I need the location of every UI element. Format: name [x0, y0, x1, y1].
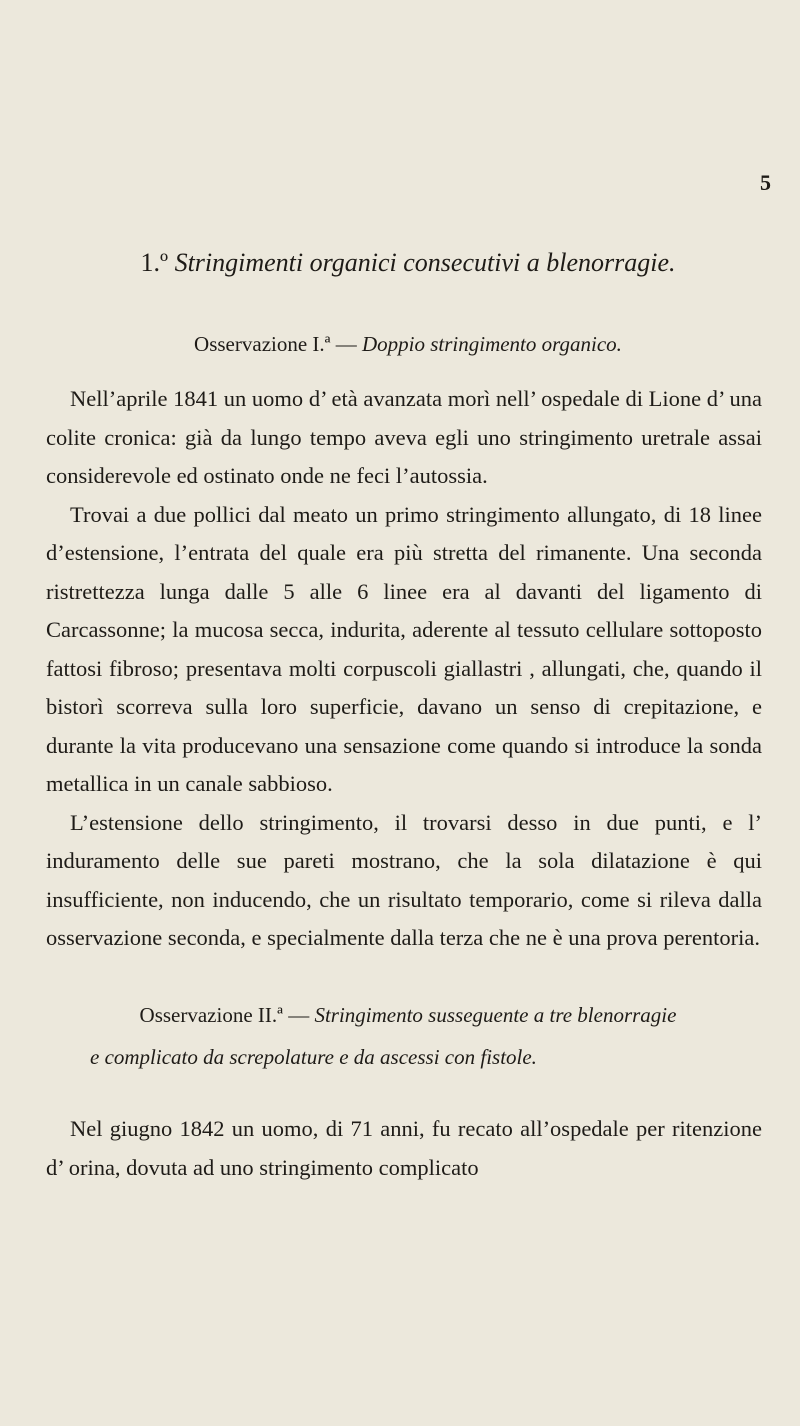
section-title-text: Stringimenti organici consecutivi a blenorragie.	[174, 248, 676, 277]
observation-1-heading	[58, 332, 758, 357]
page-number: 5	[760, 170, 771, 195]
observation-2-title-line2: e complicato da screpolature e da ascessi con fistole.	[90, 1045, 537, 1069]
section-number: 1.º	[140, 248, 169, 277]
observation-2-title-line1: Stringimento susseguente a tre blenorragie	[314, 1003, 677, 1027]
observation-2-dash: —	[288, 1003, 310, 1027]
observation-2-body	[46, 1110, 762, 1187]
paragraph: Nel giugno 1842 un uomo, di 71 anni, fu recato all’ospedale per ritenzione d’ orina, dovuta ad uno stringimento complicato	[46, 1116, 762, 1180]
observation-2-heading	[58, 1003, 758, 1028]
observation-2-label: Osservazione II.ª	[139, 1003, 283, 1027]
section-title	[58, 248, 758, 278]
paragraph: Nell’aprile 1841 un uomo d’ età avanzata morì nell’ ospedale di Lione d’ una colite cronica: già da lungo tempo aveva egli uno stringimento uretrale assai considerevole ed ostinato onde ne feci l’autossia.	[46, 386, 762, 488]
observation-1-label: Osservazione I.ª	[194, 332, 331, 356]
observation-1-body	[46, 380, 762, 958]
paragraph: L’estensione dello stringimento, il trovarsi desso in due punti, e l’ induramento delle sue pareti mostrano, che la sola dilatazione è qui insufficiente, non inducendo, che un risultato temporario, come si rileva dalla osservazione seconda, e specialmente dalla terza che ne è una prova perentoria.	[46, 809, 762, 950]
observation-1-dash: —	[335, 332, 357, 356]
paragraph: Trovai a due pollici dal meato un primo stringimento allungato, di 18 linee d’estensione, l’entrata del quale era più stretta del rimanente. Una seconda ristrettezza lunga dalle 5 alle 6 linee era al davanti del ligamento di Carcassonne; la mucosa secca, indurita, aderente al tessuto cellulare sottoposto fattosi fibroso; presentava molti corpuscoli giallastri , allungati, che, quando il bistorì scorreva sulla loro superficie, davano un senso di crepitazione, e durante la vita producevano una sensazione come quando si introduce la sonda metallica in un canale sabbioso.	[46, 501, 762, 796]
observation-1-title: Doppio stringimento organico.	[361, 332, 622, 356]
